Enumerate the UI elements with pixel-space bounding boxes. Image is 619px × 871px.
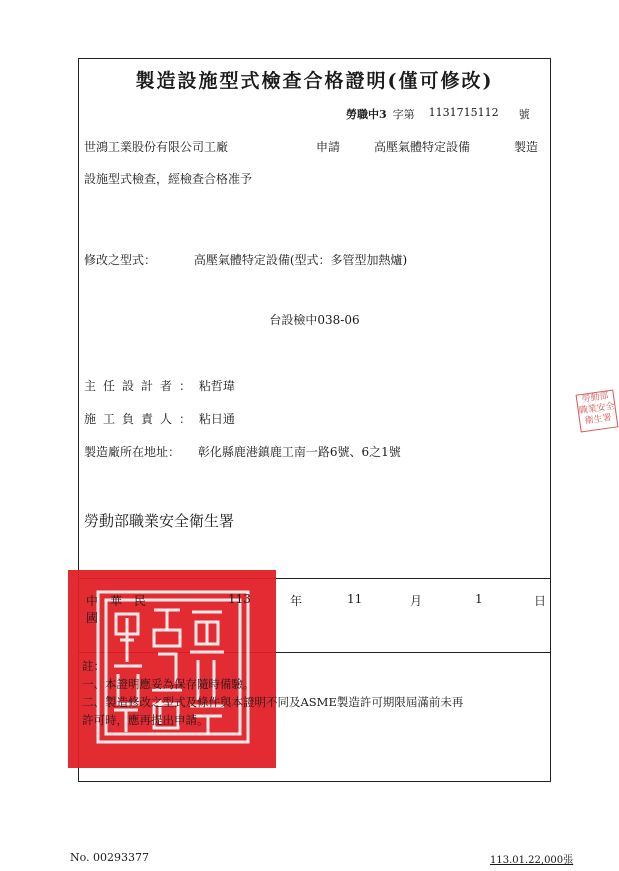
document-title: 製造設施型式檢查合格證明(僅可修改): [135, 70, 494, 92]
designer-value: 粘哲瑋: [198, 379, 235, 393]
modified-type-line: [84, 251, 407, 268]
date-day-word: 日: [534, 594, 547, 608]
side-seal-stamp: 勞動部 職業安全衛生署: [576, 390, 619, 433]
cert-suffix: 號: [518, 108, 530, 121]
note-item-2-line-2: 許可時，應再提出申請。: [82, 713, 209, 727]
approval-text: 設施型式檢查，經檢查合格准予: [84, 172, 253, 186]
certificate-number-line: [346, 106, 546, 122]
supervisor-colon: ：: [179, 412, 192, 426]
issuer-name: 勞動部職業安全衛生署: [84, 512, 235, 530]
address-value: 彰化縣鹿港鎮鹿工南一路6號、6之1號: [197, 445, 401, 459]
modified-type-value: 高壓氣體特定設備(型式：多管型加熱爐): [193, 253, 408, 267]
designer-colon: ：: [179, 379, 192, 393]
notes-heading: 註：: [82, 659, 105, 673]
designer-line: [84, 377, 235, 394]
cert-number: 1131715112: [428, 106, 499, 119]
date-day: 1: [475, 592, 483, 606]
address-label: 製造廠所在地址：: [84, 445, 181, 459]
date-month: 11: [347, 592, 363, 606]
designer-label: 主任設計者: [84, 379, 180, 393]
address-line: [84, 443, 401, 460]
company-line: [84, 138, 544, 155]
apply-word: 申請: [316, 140, 341, 154]
cert-word: 字第: [392, 108, 415, 121]
cert-prefix: 勞職中3: [346, 108, 387, 121]
modified-type-label: 修改之型式：: [84, 253, 157, 267]
print-code: 113.01.22,000張: [490, 855, 574, 866]
supervisor-label: 施工負責人: [84, 412, 180, 426]
supervisor-value: 粘日通: [198, 412, 235, 426]
date-year: 113: [228, 592, 251, 606]
registration-code: 台設檢中038-06: [269, 313, 360, 327]
serial-number: No. 00293377: [70, 851, 150, 864]
note-item-2-line-1: 二、製造修改之型式及條件與本證明不同及ASME製造許可期限屆滿前未再: [82, 695, 464, 709]
date-year-word: 年: [290, 594, 303, 608]
company-name: 世鴻工業股份有限公司工廠: [84, 140, 229, 154]
date-era: 中華民國: [86, 594, 159, 625]
note-item-1: 一、本證明應妥為保存隨時備驗。: [82, 677, 255, 691]
supervisor-line: [84, 410, 235, 427]
manufacture-word: 製造: [514, 140, 539, 154]
equipment-type: 高壓氣體特定設備: [374, 140, 471, 154]
date-month-word: 月: [410, 594, 423, 608]
